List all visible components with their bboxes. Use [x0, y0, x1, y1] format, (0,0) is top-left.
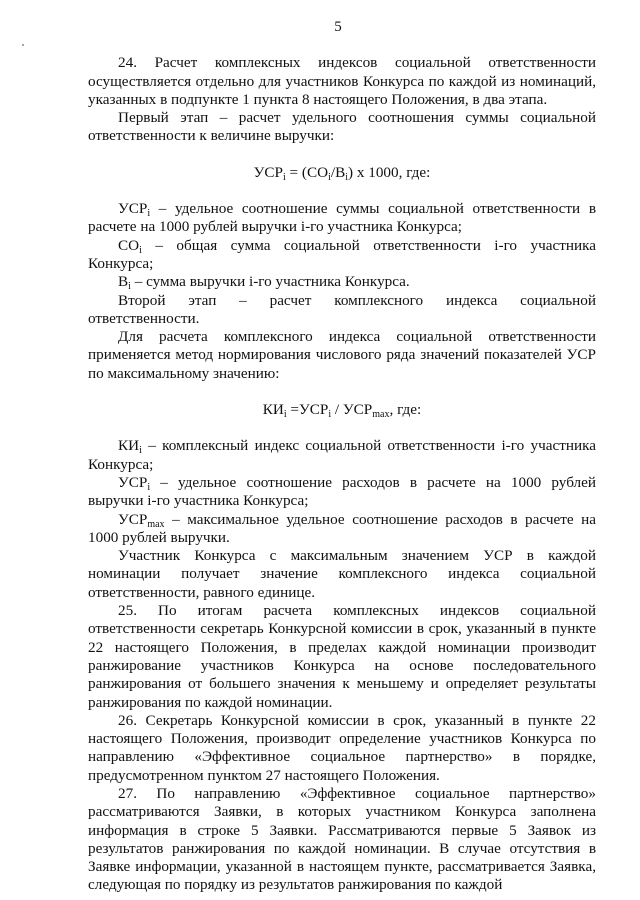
formula-usr-mid2: /В	[330, 163, 346, 181]
definition-usr-term: УСР	[118, 200, 148, 218]
definition-ki-text: – комплексный индекс социальной ответственности i-го участника Конкурса;	[88, 437, 596, 473]
definition-v	[88, 273, 596, 291]
definition-co-text: – общая сумма социальной ответственности i-го участника Конкурса;	[88, 236, 596, 272]
stage-1-text: Первый этап – расчет удельного соотношения суммы социальной ответственности к величине выручки:	[88, 109, 596, 145]
formula-ki-lhs-sub: i	[283, 409, 287, 421]
paragraph-24: 24. Расчет комплексных индексов социальной ответственности осуществляется отдельно для участников Конкурса по каждой из номинаций, указанных в подпункте 1 пункта 8 настоящего Положения, в два этапа.	[88, 54, 596, 108]
formula-usr-tail: ) х 1000, где:	[348, 163, 431, 181]
definition-usr-2	[88, 474, 596, 511]
paragraph-25: 25. По итогам расчета комплексных индексов социальной ответственности секретарь Конкурсной комиссии в срок, указанный в пункте 22 настоящего Положения, в пределах каждой номинации производит ранжирование участников Конкурса на основе последовательного ранжирования от большего значения к меньшему и определяет результаты ранжирования по каждой номинации.	[88, 602, 596, 711]
max-value-note: Участник Конкурса с максимальным значением УСР в каждой номинации получает значение комплексного индекса социальной ответственности, равного единице.	[88, 547, 596, 601]
definition-v-text: – сумма выручки i-го участника Конкурса.	[130, 273, 410, 291]
definition-ki-sub: i	[139, 445, 142, 457]
formula-usr-mid1-sub: i	[328, 171, 331, 183]
definition-co	[88, 237, 596, 274]
definition-usr	[88, 200, 596, 237]
definition-usr-max-term: УСР	[118, 510, 148, 528]
definition-usr-max-sub: max	[147, 518, 165, 530]
scan-speck	[22, 44, 24, 46]
formula-ki-tail: , где:	[389, 401, 422, 419]
definition-ki-term: КИ	[118, 437, 140, 455]
method-text: Для расчета комплексного индекса социальной ответственности применяется метод нормирования числового ряда значений показателей УСР по максимальному значению:	[88, 328, 596, 382]
definition-usr-sub: i	[147, 208, 151, 220]
definition-usr-2-sub: i	[147, 481, 151, 493]
formula-usr-lhs: УСР	[253, 163, 283, 181]
paragraph-26: 26. Секретарь Конкурсной комиссии в срок, указанный в пункте 22 настоящего Положения, производит определение участников Конкурса по направлению «Эффективное социальное партнерство» в порядке, предусмотренном пунктом 27 настоящего Положения.	[88, 711, 596, 784]
formula-usr-mid2-sub: i	[345, 171, 348, 183]
definition-co-term: СО	[118, 236, 140, 254]
formula-ki-mid-sub: i	[328, 409, 332, 421]
formula-ki	[88, 401, 596, 419]
formula-ki-mid2: / УСР	[331, 401, 373, 419]
definition-usr-2-text: – удельное соотношение расходов в расчете на 1000 рублей выручки i-го участника Конкурса;	[88, 473, 596, 510]
formula-usr-mid1: = (СО	[285, 163, 329, 181]
formula-ki-mid2-sub: max	[372, 409, 390, 421]
definition-usr-max-text: – максимальное удельное соотношение расходов в расчете на 1000 рублей выручки.	[88, 510, 596, 546]
definition-usr-2-term: УСР	[118, 473, 148, 491]
definition-co-sub: i	[139, 244, 142, 256]
formula-ki-lhs: КИ	[262, 401, 284, 419]
definition-usr-text: – удельное соотношение суммы социальной ответственности в расчете на 1000 рублей выручки i-го участника Конкурса;	[88, 200, 596, 236]
formula-usr	[88, 164, 596, 182]
definition-ki	[88, 437, 596, 474]
paragraph-27: 27. По направлению «Эффективное социальное партнерство» рассматриваются Заявки, в которых участником Конкурса заполнена информация в строке 5 Заявки. Рассматриваются первые 5 Заявок из результатов ранжирования по каждой номинации. В случае отсутствия в Заявке информации, указанной в настоящем пункте, рассматривается Заявка, следующая по порядку из результатов ранжирования по каждой	[88, 784, 596, 894]
document-page	[88, 18, 596, 895]
formula-usr-lhs-sub: i	[282, 171, 286, 183]
page-number: 5	[334, 19, 342, 35]
definition-v-sub: i	[128, 281, 131, 293]
definition-usr-max	[88, 511, 596, 548]
formula-ki-mid: =УСР	[286, 401, 329, 419]
definition-v-term: В	[118, 273, 129, 291]
stage-2-text: Второй этап – расчет комплексного индекса социальной ответственности.	[88, 291, 596, 327]
